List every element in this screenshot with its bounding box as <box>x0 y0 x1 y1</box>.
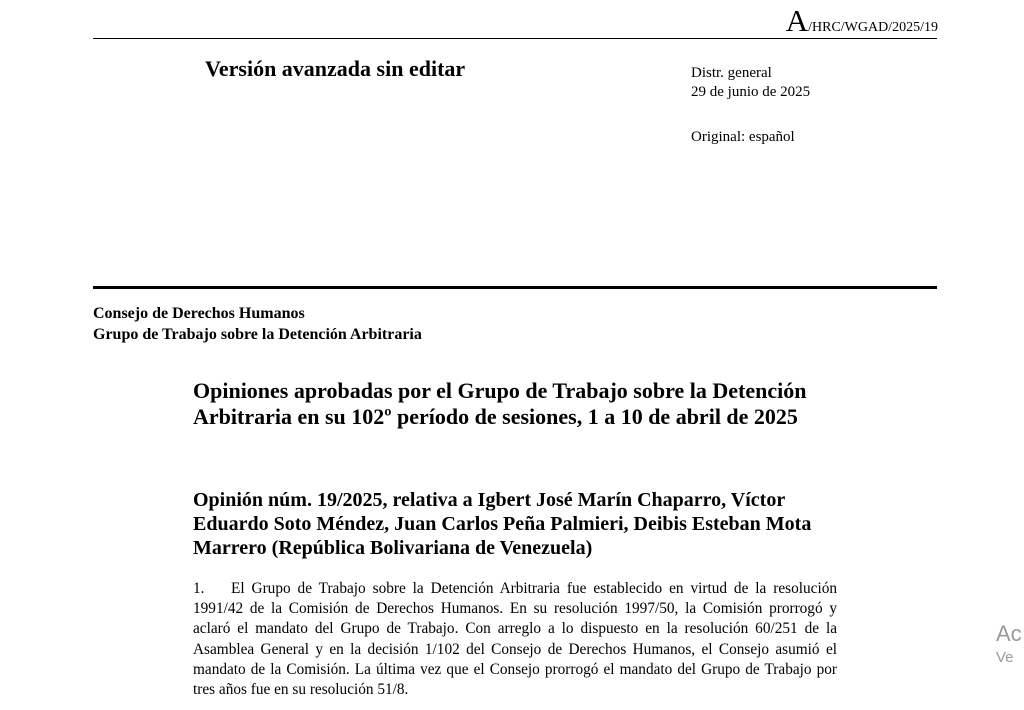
paragraph-number: 1. <box>193 580 205 597</box>
working-group-name: Grupo de Trabajo sobre la Detención Arbitraria <box>93 326 422 343</box>
header-rule <box>93 38 937 39</box>
advance-version-label: Versión avanzada sin editar <box>205 56 466 81</box>
document-symbol-code: /HRC/WGAD/2025/19 <box>808 20 938 35</box>
watermark-line-2: Ve <box>996 649 1014 666</box>
paragraph-1 <box>193 579 837 700</box>
paragraph-text: El Grupo de Trabajo sobre la Detención Arbitraria fue establecido en virtud de la resolución 1991/42 de la Comisión de Derechos Humanos. En su resolución 1997/50, la Comisión prorrogó y aclaró el mandato del Grupo de Trabajo. Con arreglo a lo dispuesto en la resolución 60/251 de la Asamblea General y en la decisión 1/102 del Consejo de Derechos Humanos, el Consejo asumió el mandato de la Comisión. La última vez que el Consejo prorrogó el mandato del Grupo de Trabajo por tres años fue en su resolución 51/8. <box>193 580 837 699</box>
activation-watermark <box>996 620 1022 668</box>
original-language: Original: español <box>691 129 795 145</box>
document-symbol-letter: A <box>785 3 809 38</box>
opinion-subtitle: Opinión núm. 19/2025, relativa a Igbert José Marín Chaparro, Víctor Eduardo Soto Méndez, Juan Carlos Peña Palmieri, Deibis Esteban Mota Marrero (República Bolivariana de Venezuela) <box>193 489 812 559</box>
section-rule <box>93 286 937 289</box>
watermark-line-1: Ac <box>996 621 1022 646</box>
distribution-block <box>691 64 810 102</box>
council-block <box>93 303 422 345</box>
distribution-label: Distr. general <box>691 65 772 81</box>
issue-date: 29 de junio de 2025 <box>691 84 811 100</box>
page-title: Opiniones aprobadas por el Grupo de Trabajo sobre la Detención Arbitraria en su 102º período de sesiones, 1 a 10 de abril de 2025 <box>193 378 807 429</box>
council-name: Consejo de Derechos Humanos <box>93 305 305 322</box>
